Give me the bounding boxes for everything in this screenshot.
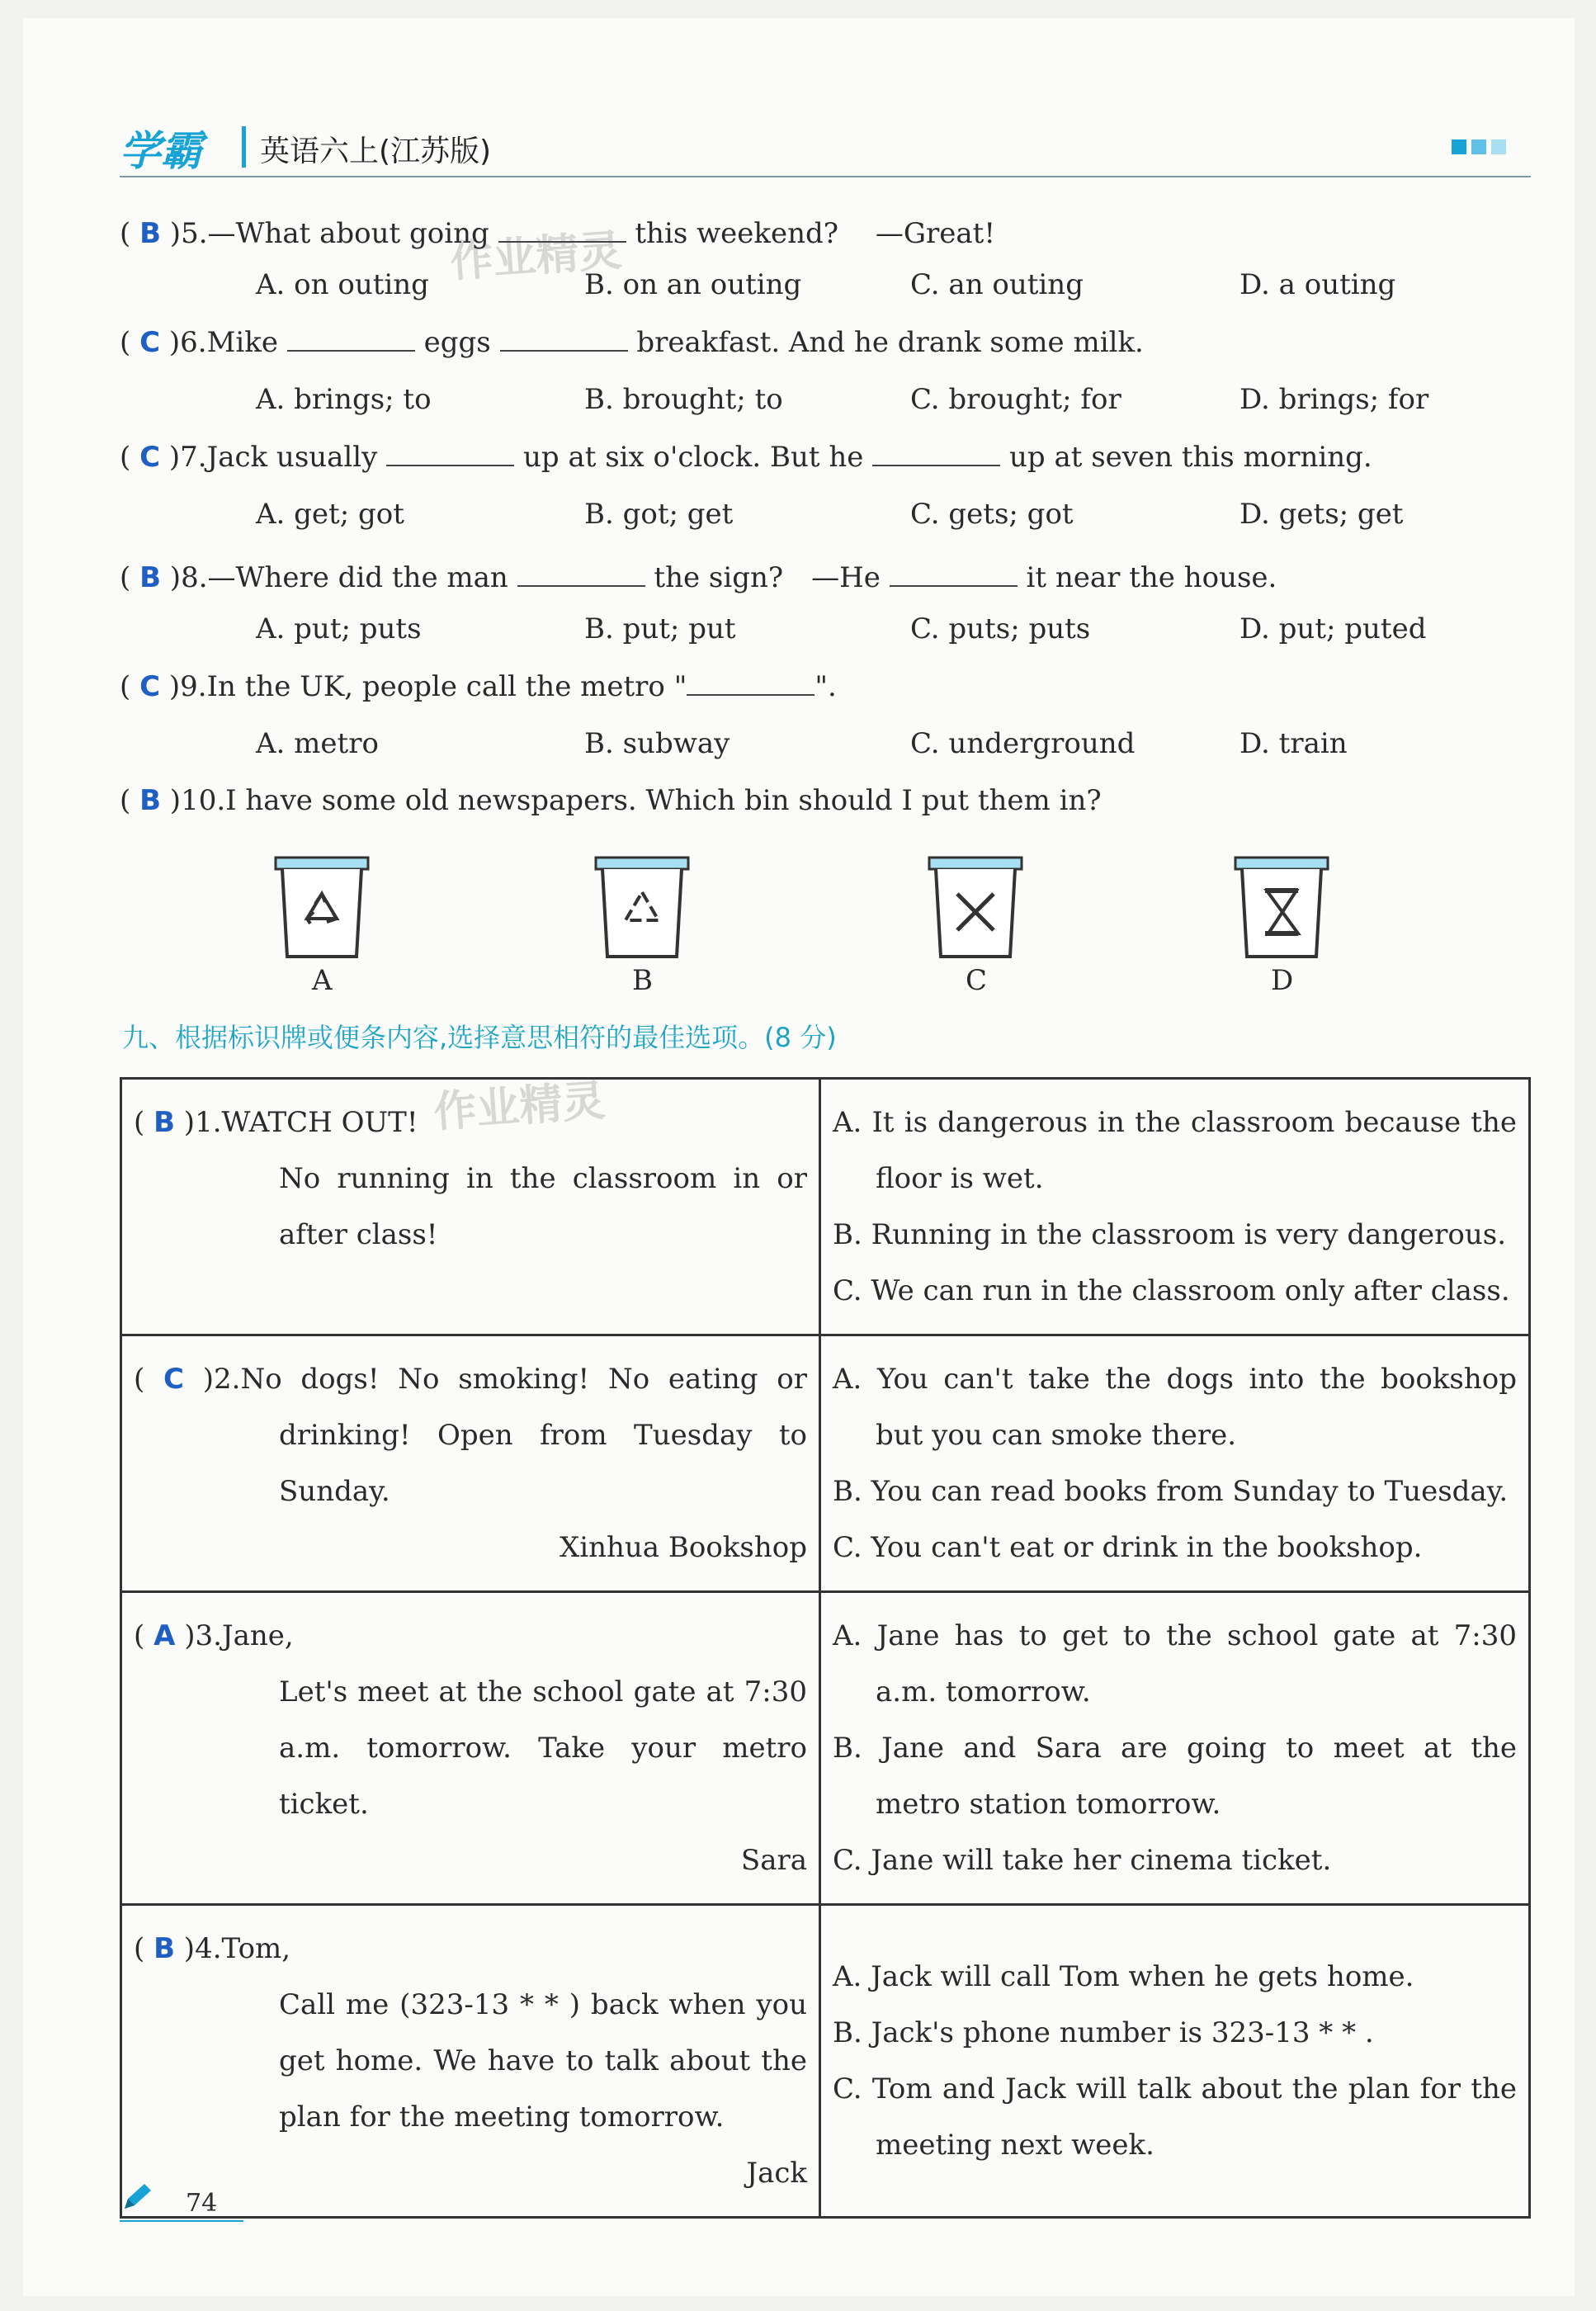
answer-blank[interactable] xyxy=(687,669,815,696)
sign-cell: ( B )1.WATCH OUT! No running in the classroom in or after class! xyxy=(121,1079,820,1335)
option-a: A. metro xyxy=(256,727,379,760)
page-number-underline xyxy=(120,2220,243,2222)
square-icon xyxy=(1452,139,1466,154)
recycle-bin-icon xyxy=(593,854,692,962)
option-d: D. a outing xyxy=(1239,268,1396,301)
option-c: C. brought; for xyxy=(910,383,1121,416)
table-row xyxy=(121,1079,1530,1335)
section-title: 九、根据标识牌或便条内容,选择意思相符的最佳选项。(8 分) xyxy=(122,1022,837,1053)
square-icon xyxy=(1471,139,1486,154)
answer-blank[interactable] xyxy=(517,560,645,587)
question-10: ( B )10.I have some old newspapers. Which bin should I put them in? xyxy=(120,784,1102,817)
question-9: ( C )9.In the UK, people call the metro " ". xyxy=(120,670,837,703)
sign-cell: ( A )3.Jane, Let's meet at the school gate at 7:30 a.m. tomorrow. Take your metro ticket. Sara xyxy=(121,1592,820,1905)
choices-cell: A. Jack will call Tom when he gets home. B. Jack's phone number is 323-13 * * . C. Tom and Jack will talk about the plan for the meeting next week. xyxy=(820,1905,1530,2218)
option-d: D. train xyxy=(1239,727,1348,760)
bin-label: A xyxy=(312,964,333,997)
answer-blank[interactable] xyxy=(500,325,628,352)
sign-cell: ( C )2.No dogs! No smoking! No eating or drinking! Open from Tuesday to Sunday. Xinhua Bookshop xyxy=(121,1335,820,1592)
option-c: C. underground xyxy=(910,727,1136,760)
question-6: ( C )6.Mike eggs breakfast. And he drank some milk. xyxy=(120,326,1144,359)
matching-table xyxy=(120,1077,1531,2219)
book-title: 英语六上(江苏版) xyxy=(260,135,492,168)
question-7: ( C )7.Jack usually up at six o'clock. But he up at seven this morning. xyxy=(120,441,1372,474)
question-8: ( B )8.—Where did the man the sign? —He it near the house. xyxy=(120,561,1277,594)
page-number: 74 xyxy=(186,2189,218,2218)
sign-cell: ( B )4.Tom, Call me (323-13 * * ) back when you get home. We have to talk about the plan for the meeting tomorrow. Jack xyxy=(121,1905,820,2218)
option-c: C. puts; puts xyxy=(910,612,1091,645)
header-squares xyxy=(1447,139,1506,158)
option-a: A. brings; to xyxy=(256,383,432,416)
watermark: 作业精灵 xyxy=(448,225,624,288)
option-b: B. put; put xyxy=(584,612,736,645)
answer-blank[interactable] xyxy=(287,325,415,352)
option-a: A. put; puts xyxy=(256,612,422,645)
table-row xyxy=(121,1592,1530,1905)
question-5: ( B )5.—What about going this weekend? —Great! xyxy=(120,217,995,250)
answer-blank[interactable] xyxy=(890,560,1018,587)
bin-label: C xyxy=(966,964,988,997)
option-c: C. gets; got xyxy=(910,498,1074,531)
option-a: A. get; got xyxy=(256,498,404,531)
pencil-icon xyxy=(120,2181,156,2214)
choices-cell: A. It is dangerous in the classroom because the floor is wet. B. Running in the classroom is very dangerous. C. We can run in the classroom only after class. xyxy=(820,1079,1530,1335)
choices-cell: A. You can't take the dogs into the bookshop but you can smoke there. B. You can read books from Sunday to Tuesday. C. You can't eat or drink in the bookshop. xyxy=(820,1335,1530,1592)
option-b: B. brought; to xyxy=(584,383,783,416)
table-row xyxy=(121,1335,1530,1592)
header-divider xyxy=(242,126,246,168)
page-header xyxy=(120,111,1531,177)
option-d: D. brings; for xyxy=(1239,383,1429,416)
option-d: D. gets; get xyxy=(1239,498,1404,531)
choices-cell: A. Jane has to get to the school gate at 7:30 a.m. tomorrow. B. Jane and Sara are going to meet at the metro station tomorrow. C. Jane will take her cinema ticket. xyxy=(820,1592,1530,1905)
watermark: 作业精灵 xyxy=(432,1075,607,1138)
kitchen-waste-bin-icon xyxy=(926,854,1025,962)
option-a: A. on outing xyxy=(256,268,429,301)
option-c: C. an outing xyxy=(910,268,1084,301)
answer-blank[interactable] xyxy=(498,216,626,243)
square-icon xyxy=(1491,139,1506,154)
harmful-waste-bin-icon xyxy=(1232,854,1331,962)
option-b: B. subway xyxy=(584,727,730,760)
option-d: D. put; puted xyxy=(1239,612,1427,645)
answer-blank[interactable] xyxy=(872,440,1000,466)
option-b: B. got; get xyxy=(584,498,734,531)
option-b: B. on an outing xyxy=(584,268,802,301)
recycle-bin-icon xyxy=(272,854,371,962)
table-row xyxy=(121,1905,1530,2218)
bin-label: B xyxy=(632,964,653,997)
answer-blank[interactable] xyxy=(386,440,514,466)
bin-label: D xyxy=(1271,964,1294,997)
brand-logo: 学霸 xyxy=(120,127,202,175)
